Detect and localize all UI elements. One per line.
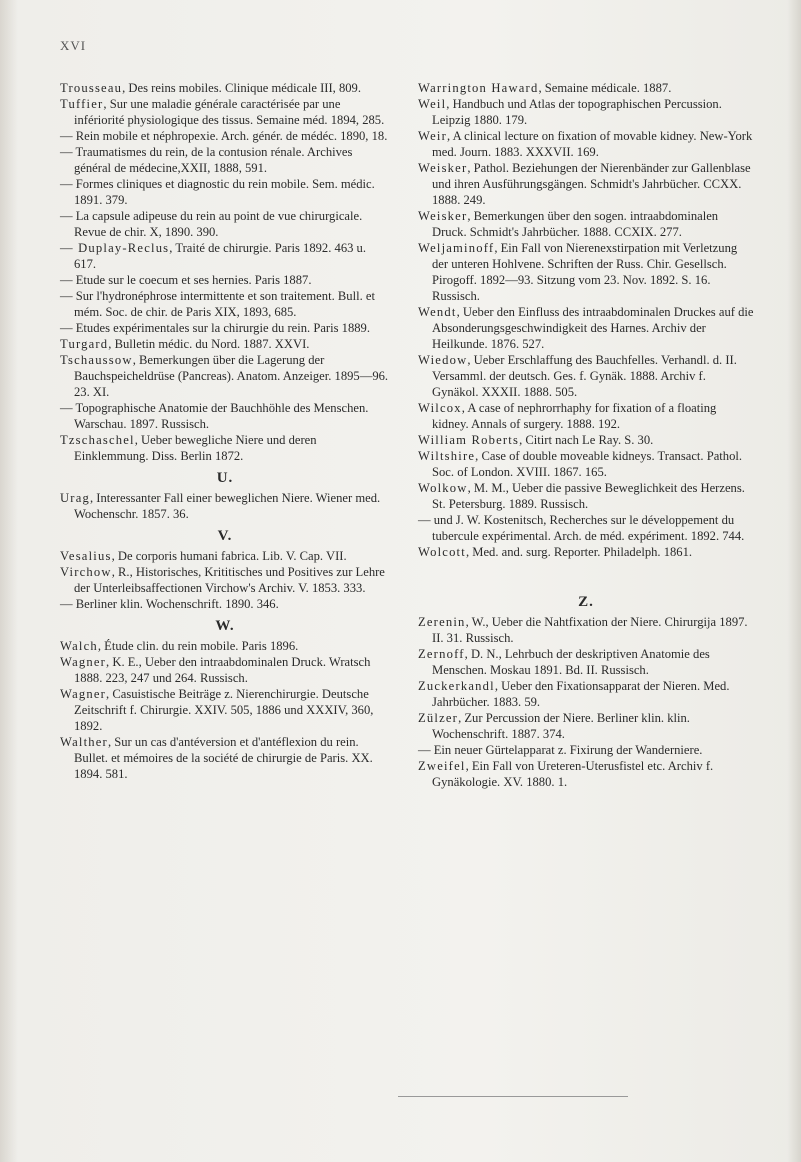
entry-author: Weisker <box>418 161 468 175</box>
entry-text: , Ueber den Einfluss des intraabdominalen Druckes auf die Absonderungsgeschwindigkeit des Harnes. Archiv der Heilkunde. 1876. 527. <box>432 305 754 351</box>
entry-author: Zernoff <box>418 647 465 661</box>
bibliography-entry <box>418 480 754 512</box>
bibliography-entry <box>60 96 390 128</box>
entry-text: , Casuistische Beiträge z. Nierenchirurgie. Deutsche Zeitschrift f. Chirurgie. XXIV. 505, 1886 und XXXIV, 360, 1892. <box>74 687 374 733</box>
entry-text: , A case of nephrorrhaphy for fixation of a floating kidney. Annals of surgery. 1888. 192. <box>432 401 717 431</box>
entry-author: Tzschaschel <box>60 433 135 447</box>
bibliography-entry <box>60 80 390 96</box>
entry-author: Tuffier <box>60 97 104 111</box>
entry-text: , Ueber bewegliche Niere und deren Einklemmung. Diss. Berlin 1872. <box>74 433 317 463</box>
entry-text: — La capsule adipeuse du rein au point de vue chirurgicale. Revue de chir. X, 1890. 390. <box>60 209 363 239</box>
section-letter-v: V. <box>217 528 233 544</box>
entry-author: Weisker <box>418 209 468 223</box>
entry-author: Zerenin <box>418 615 466 629</box>
entry-author: Wendt <box>418 305 457 319</box>
entry-text: — Traumatismes du rein, de la contusion rénale. Archives général de médecine,XXII, 1888, 591. <box>60 145 353 175</box>
bibliography-entry <box>418 758 754 790</box>
bibliography-entry <box>60 564 390 596</box>
bibliography-entry <box>60 176 390 208</box>
entry-author: Wiedow <box>418 353 468 367</box>
bibliography-entry <box>60 240 390 272</box>
bibliography-entry <box>418 646 754 678</box>
entry-text: , Des reins mobiles. Clinique médicale III, 809. <box>122 81 362 95</box>
bibliography-entry <box>418 128 754 160</box>
entry-text: , Sur une maladie générale caractérisée par une infériorité physiologique des tissus. Semaine méd. 1894, 285. <box>74 97 385 127</box>
bibliography-entry <box>60 320 390 336</box>
bibliography-entry <box>60 352 390 400</box>
bibliography-entry <box>418 544 754 560</box>
entry-author: Turgard <box>60 337 109 351</box>
entry-author: Virchow <box>60 565 112 579</box>
bibliography-entry <box>60 734 390 782</box>
bibliography-entry <box>418 240 754 304</box>
bibliography-entry <box>60 596 390 612</box>
bibliography-entry <box>418 352 754 400</box>
entry-author: Walch <box>60 639 98 653</box>
entry-text: , Ein Fall von Ureteren-Uterusfistel etc. Archiv f. Gynäkologie. XV. 1880. 1. <box>432 759 714 789</box>
entry-text: — Rein mobile et néphropexie. Arch. génér. de médéc. 1890, 18. <box>60 129 388 143</box>
bibliography-entry <box>60 638 390 654</box>
bibliography-entry <box>60 336 390 352</box>
entry-author: Zuckerkandl <box>418 679 495 693</box>
bibliography-entry <box>60 548 390 564</box>
entry-text: , Pathol. Beziehungen der Nierenbänder zur Gallenblase und ihren Ausführungsgängen. Schmidt's Jahrbücher. CCXX. 1888. 249. <box>432 161 751 207</box>
entry-author: William Roberts <box>418 433 520 447</box>
bibliography-entry <box>418 304 754 352</box>
bibliography-entry <box>60 686 390 734</box>
bibliography-entry <box>60 288 390 320</box>
entry-author: Warrington Haward <box>418 81 539 95</box>
page-edge-shadow <box>787 0 801 1162</box>
left-list <box>60 80 390 464</box>
entry-text: — Etude sur le coecum et ses hernies. Paris 1887. <box>60 273 312 287</box>
entry-author: Zweifel <box>418 759 466 773</box>
entry-author: Walther <box>60 735 108 749</box>
entry-text: , Traité de chirurgie. Paris 1892. 463 u. 617. <box>74 241 366 271</box>
entry-text: — Ein neuer Gürtelapparat z. Fixirung der Wanderniere. <box>418 743 703 757</box>
bibliography-entry <box>418 614 754 646</box>
bibliography-entry <box>418 400 754 432</box>
entry-text: , Bemerkungen über die Lagerung der Bauchspeicheldrüse (Pancreas). Anatom. Anzeiger. 1895—96. 23. XI. <box>74 353 389 399</box>
right-column <box>418 80 754 790</box>
entry-text: , Ueber Erschlaffung des Bauchfelles. Verhandl. d. II. Versamml. der deutsch. Ges. f. Gynäk. 1888. Archiv f. Gynäkol. XXXII. 1888. 505. <box>432 353 737 399</box>
bibliography-entry <box>418 710 754 742</box>
entry-author: Weljaminoff <box>418 241 495 255</box>
left-column <box>60 80 390 782</box>
entry-text: , R., Historisches, Krititisches und Positives zur Lehre der Unterleibsaffectionen Virchow's Archiv. V. 1853. 333. <box>74 565 385 595</box>
v-list <box>60 548 390 612</box>
bibliography-entry <box>60 128 390 144</box>
entry-author: Weil <box>418 97 447 111</box>
entry-text: — Sur l'hydronéphrose intermittente et son traitement. Bull. et mém. Soc. de chir. de Paris XIX, 1893, 685. <box>60 289 375 319</box>
bibliography-entry <box>418 80 754 96</box>
entry-text: , W., Ueber die Nahtfixation der Niere. Chirurgija 1897. II. 31. Russisch. <box>432 615 748 645</box>
bibliography-entry <box>418 160 754 208</box>
entry-text: , Zur Percussion der Niere. Berliner klin. klin. Wochenschrift. 1887. 374. <box>432 711 690 741</box>
entry-text: — Topographische Anatomie der Bauchhöhle des Menschen. Warschau. 1897. Russisch. <box>60 401 369 431</box>
bibliography-entry <box>418 742 754 758</box>
entry-text: , Ueber den Fixationsapparat der Nieren. Med. Jahrbücher. 1883. 59. <box>432 679 730 709</box>
entry-text: — Berliner klin. Wochenschrift. 1890. 346. <box>60 597 279 611</box>
entry-author: — Duplay-Reclus <box>60 241 170 255</box>
bibliography-entry <box>60 432 390 464</box>
entry-text: , A clinical lecture on fixation of movable kidney. New-York med. Journ. 1883. XXXVII. 169. <box>432 129 753 159</box>
z-list <box>418 614 754 790</box>
u-list <box>60 490 390 522</box>
entry-text: , Case of double moveable kidneys. Transact. Pathol. Soc. of London. XVIII. 1867. 165. <box>432 449 743 479</box>
bibliography-entry <box>418 448 754 480</box>
section-letter-u: U. <box>216 470 234 486</box>
w-list <box>60 638 390 782</box>
page-number: XVI <box>60 38 87 53</box>
entry-text: , De corporis humani fabrica. Lib. V. Cap. VII. <box>111 549 347 563</box>
bibliography-entry <box>60 144 390 176</box>
bibliography-entry <box>60 272 390 288</box>
entry-text: , Med. and. surg. Reporter. Philadelph. 1861. <box>465 545 693 559</box>
section-letter-w: W. <box>215 618 235 634</box>
bibliography-entry <box>418 512 754 544</box>
entry-text: — Etudes expérimentales sur la chirurgie du rein. Paris 1889. <box>60 321 370 335</box>
bibliography-entry <box>418 678 754 710</box>
entry-text: , Interessanter Fall einer beweglichen Niere. Wiener med. Wochenschr. 1857. 36. <box>74 491 381 521</box>
bibliography-entry <box>418 432 754 448</box>
bibliography-entry <box>60 490 390 522</box>
entry-text: , M. M., Ueber die passive Beweglichkeit des Herzens. St. Petersburg. 1889. Russisch. <box>432 481 745 511</box>
entry-text: , D. N., Lehrbuch der deskriptiven Anatomie des Menschen. Moskau 1891. Bd. II. Russisch. <box>432 647 710 677</box>
entry-text: , Bulletin médic. du Nord. 1887. XXVI. <box>108 337 310 351</box>
entry-text: , Ein Fall von Nierenexstirpation mit Verletzung der unteren Hohlvene. Schriften der Russ. Chir. Gesellsch. Pirogoff. 1892—93. Sitzung vom 23. Nov. 1892. S. 16. Russisch. <box>432 241 738 303</box>
entry-author: Urag <box>60 491 90 505</box>
entry-text: , Semaine médicale. 1887. <box>538 81 672 95</box>
entry-author: Wilcox <box>418 401 462 415</box>
entry-author: Zülzer <box>418 711 459 725</box>
bibliography-entry <box>60 654 390 686</box>
bibliography-entry <box>418 208 754 240</box>
bibliography-entry <box>418 96 754 128</box>
entry-author: Wagner <box>60 655 107 669</box>
entry-text: , K. E., Ueber den intraabdominalen Druck. Wratsch 1888. 223, 247 und 264. Russisch. <box>74 655 371 685</box>
entry-author: Wolkow <box>418 481 468 495</box>
entry-text: , Citirt nach Le Ray. S. 30. <box>519 433 654 447</box>
entry-author: Wolcott <box>418 545 466 559</box>
entry-text: , Sur un cas d'antéversion et d'antéflexion du rein. Bullet. et mémoires de la société de chirurgie de Paris. XX. 1894. 581. <box>74 735 373 781</box>
bibliography-entry <box>60 400 390 432</box>
entry-text: , Bemerkungen über den sogen. intraabdominalen Druck. Schmidt's Jahrbücher. 1888. CCXIX. 277. <box>432 209 719 239</box>
entry-author: Vesalius <box>60 549 112 563</box>
entry-text: , Étude clin. du rein mobile. Paris 1896. <box>97 639 299 653</box>
entry-author: Wagner <box>60 687 107 701</box>
entry-author: Trousseau <box>60 81 123 95</box>
entry-author: Tschaussow <box>60 353 133 367</box>
footer-rule <box>398 1096 628 1097</box>
entry-text: — Formes cliniques et diagnostic du rein mobile. Sem. médic. 1891. 379. <box>60 177 375 207</box>
entry-text: , Handbuch und Atlas der topographischen Percussion. Leipzig 1880. 179. <box>432 97 722 127</box>
bibliography-entry <box>60 208 390 240</box>
entry-author: Weir <box>418 129 447 143</box>
entry-author: Wiltshire <box>418 449 476 463</box>
section-letter-z: Z. <box>578 594 594 610</box>
right-list <box>418 80 754 560</box>
entry-text: — und J. W. Kostenitsch, Recherches sur le développement du tubercule expérimental. Arch. de méd. expériment. 1892. 744. <box>418 513 745 543</box>
